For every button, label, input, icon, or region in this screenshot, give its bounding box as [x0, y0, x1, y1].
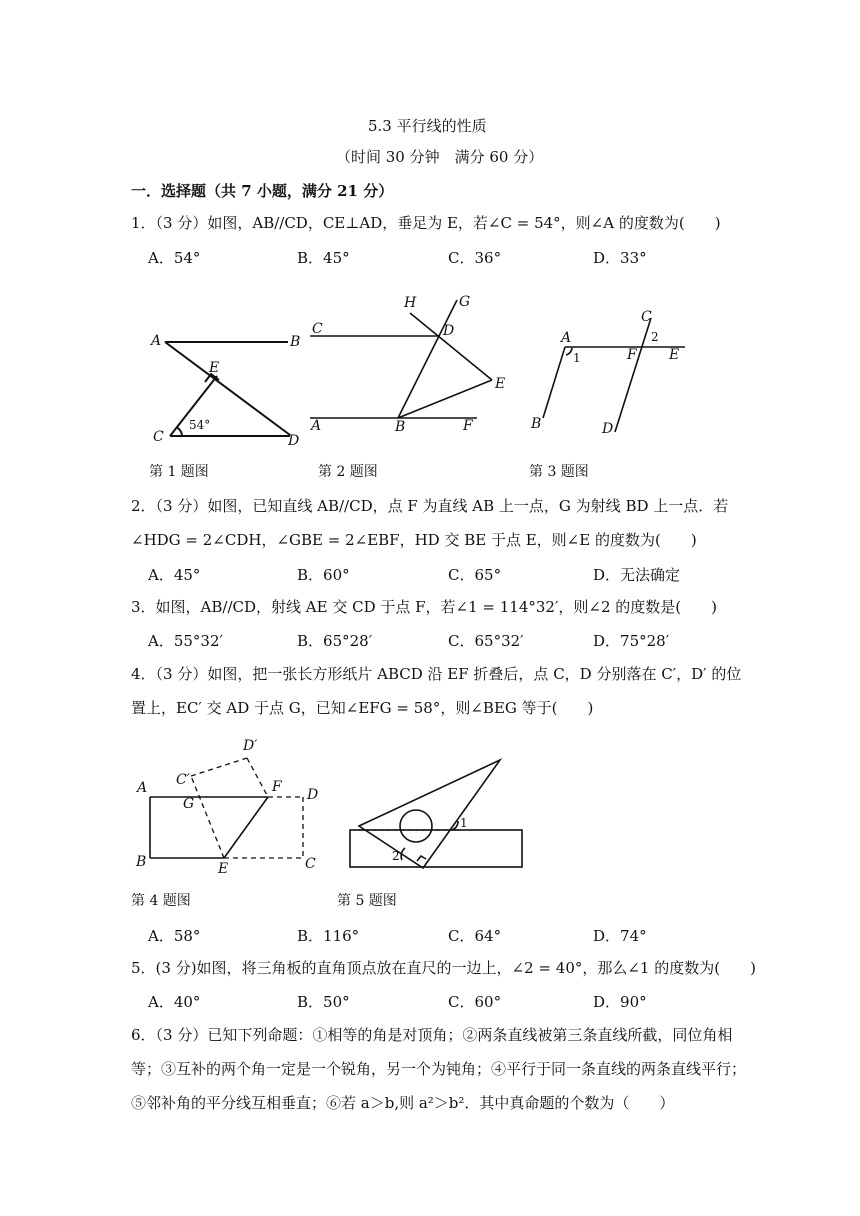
fig3-label-1: 1 — [573, 351, 581, 365]
fig4-label-c: C — [305, 856, 316, 872]
fig4-label-cprime: C′ — [176, 772, 190, 788]
fig2-caption: 第 2 题图 — [318, 464, 378, 480]
fig4-label-g: G — [183, 796, 195, 812]
fig4-label-dprime: D′ — [243, 738, 258, 754]
fig3-label-b: B — [531, 416, 542, 432]
fig4-caption: 第 4 题图 — [131, 893, 191, 909]
fig1-caption: 第 1 题图 — [149, 464, 209, 480]
fig1-label-a: A — [151, 333, 162, 349]
q5-option-a: A．40° — [148, 993, 201, 1011]
fig4-label-f: F — [272, 779, 282, 795]
page-subtitle: （时间 30 分钟 满分 60 分） — [336, 148, 544, 166]
q1-option-c: C．36° — [448, 249, 502, 267]
fig5-label-2: 2 — [392, 849, 400, 863]
fig2-label-c: C — [312, 321, 323, 337]
question-5-text: 5．(3 分)如图，将三角板的直角顶点放在直尺的一边上，∠2 = 40°，那么∠1 的度数为( ) — [131, 959, 756, 977]
q2-option-a: A．45° — [148, 566, 201, 584]
fig1-label-c: C — [153, 429, 164, 445]
q2-option-c: C．65° — [448, 566, 502, 584]
q1-option-b: B．45° — [297, 249, 350, 267]
q1-option-a: A．54° — [148, 249, 201, 267]
fig4-label-b: B — [136, 854, 147, 870]
fig3-label-a: A — [561, 330, 572, 346]
q3-option-b: B．65°28′ — [297, 632, 373, 650]
q4-option-a: A．58° — [148, 927, 201, 945]
fig3-label-2: 2 — [651, 330, 659, 344]
fig4-label-a: A — [137, 780, 148, 796]
q3-option-d: D．75°28′ — [593, 632, 670, 650]
fig1-label-d: D — [288, 433, 300, 449]
fig1-angle-label: 54° — [189, 418, 211, 432]
q5-option-d: D．90° — [593, 993, 647, 1011]
page-title: 5.3 平行线的性质 — [368, 117, 487, 135]
question-4-line-2: 置上，EC′ 交 AD 于点 G，已知∠EFG = 58°，则∠BEG 等于( ) — [131, 699, 594, 717]
q4-option-d: D．74° — [593, 927, 647, 945]
fig2-label-e: E — [495, 376, 506, 392]
question-6-line-2: 等；③互补的两个角一定是一个锐角，另一个为钝角；④平行于同一条直线的两条直线平行； — [131, 1060, 747, 1078]
question-1-text: 1．（3 分）如图，AB//CD，CE⊥AD，垂足为 E，若∠C = 54°，则∠A 的度数为( ) — [131, 214, 721, 232]
question-6-line-3: ⑤邻补角的平分线互相垂直；⑥若 a＞b,则 a²＞b²．其中真命题的个数为（ ） — [131, 1094, 675, 1112]
q3-option-c: C．65°32′ — [448, 632, 524, 650]
fig2-label-b: B — [395, 419, 406, 435]
fig1-label-b: B — [290, 334, 301, 350]
question-2-line-2: ∠HDG = 2∠CDH，∠GBE = 2∠EBF，HD 交 BE 于点 E，则∠E 的度数为( ) — [131, 531, 697, 549]
question-2-line-1: 2．（3 分）如图，已知直线 AB//CD，点 F 为直线 AB 上一点，G 为射线 BD 上一点．若 — [131, 497, 729, 515]
q5-option-c: C．60° — [448, 993, 502, 1011]
section-heading: 一．选择题（共 7 小题，满分 21 分） — [131, 182, 394, 200]
q2-option-d: D．无法确定 — [593, 566, 681, 584]
fig2-label-g: G — [459, 294, 471, 310]
fig3-label-e: E — [669, 347, 680, 363]
q4-option-c: C．64° — [448, 927, 502, 945]
q1-option-d: D．33° — [593, 249, 647, 267]
fig2-label-h: H — [404, 295, 417, 311]
q3-option-a: A．55°32′ — [148, 632, 223, 650]
fig1-label-e: E — [209, 360, 220, 376]
question-6-line-1: 6．（3 分）已知下列命题：①相等的角是对顶角；②两条直线被第三条直线所截，同位角相 — [131, 1026, 733, 1044]
fig5-caption: 第 5 题图 — [337, 893, 397, 909]
q5-option-b: B．50° — [297, 993, 350, 1011]
fig3-label-c: C — [641, 309, 652, 325]
q2-option-b: B．60° — [297, 566, 350, 584]
fig4-label-e: E — [218, 861, 229, 877]
fig2-label-a: A — [311, 418, 322, 434]
fig3-label-f: F — [627, 347, 637, 363]
fig2-label-d: D — [443, 323, 455, 339]
fig4-label-d: D — [307, 787, 319, 803]
fig3-label-d: D — [602, 421, 614, 437]
q4-option-b: B．116° — [297, 927, 360, 945]
fig2-label-f: F — [463, 418, 473, 434]
question-3-text: 3．如图，AB//CD，射线 AE 交 CD 于点 F，若∠1 = 114°32′，则∠2 的度数是( ) — [131, 598, 717, 616]
question-4-line-1: 4．（3 分）如图，把一张长方形纸片 ABCD 沿 EF 折叠后，点 C，D 分别落在 C′，D′ 的位 — [131, 665, 742, 683]
fig5-label-1: 1 — [460, 816, 468, 830]
fig3-caption: 第 3 题图 — [529, 464, 589, 480]
